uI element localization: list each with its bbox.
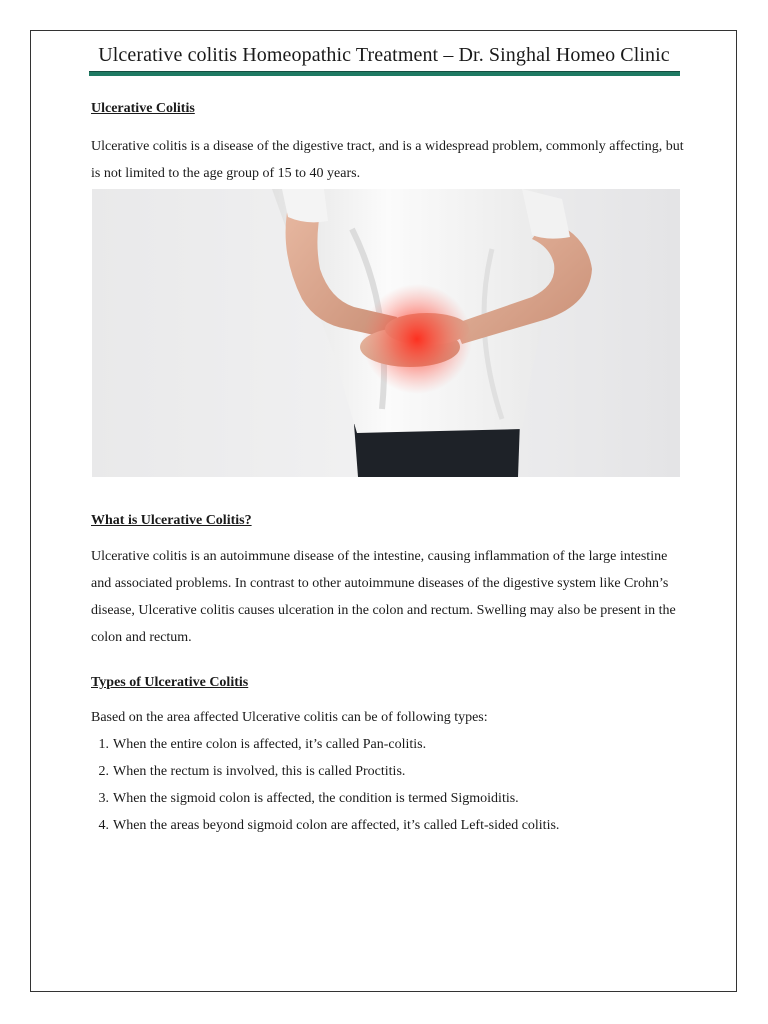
title-underline — [89, 71, 680, 76]
types-intro: Based on the area affected Ulcerative colitis can be of following types: — [91, 710, 488, 725]
list-item: 2. When the rectum is involved, this is called Proctitis. — [98, 764, 406, 779]
list-item: 3. When the sigmoid colon is affected, the condition is termed Sigmoiditis. — [98, 791, 519, 806]
page-title: Ulcerative colitis Homeopathic Treatment – Dr. Singhal Homeo Clinic — [98, 44, 670, 66]
list-item: 1. When the entire colon is affected, it’s called Pan-colitis. — [98, 737, 427, 752]
list-item: 4. When the areas beyond sigmoid colon are affected, it’s called Left-sided colitis. — [98, 818, 560, 833]
types-list — [91, 731, 559, 839]
section-heading-types: Types of Ulcerative Colitis — [91, 675, 249, 690]
section-heading-ulcerative-colitis: Ulcerative Colitis — [91, 101, 195, 116]
abdominal-pain-photo — [92, 189, 680, 477]
definition-paragraph: Ulcerative colitis is an autoimmune disease of the intestine, causing inflammation of the large intestine and associated problems. In contrast to other autoimmune diseases of the digestive system like Crohn’s disease, Ulcerative colitis causes ulceration in the colon and rectum. Swelling may also be present in the colon and rectum. — [91, 549, 676, 645]
intro-paragraph: Ulcerative colitis is a disease of the digestive tract, and is a widespread problem, commonly affecting, but is not limited to the age group of 15 to 40 years. — [91, 139, 684, 181]
abdominal-pain-illustration — [92, 189, 680, 477]
section-heading-what-is: What is Ulcerative Colitis? — [91, 513, 252, 528]
